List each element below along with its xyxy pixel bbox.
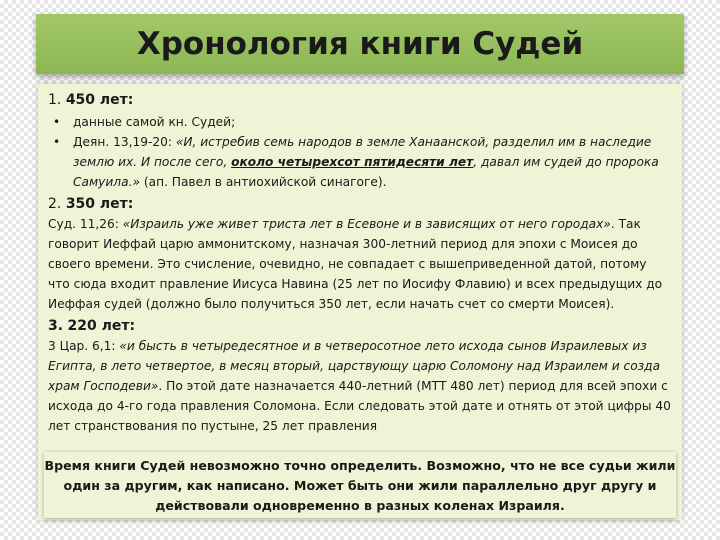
title-bar: [36, 14, 684, 74]
section-1-num: 1.: [48, 92, 62, 108]
list-item: [48, 132, 672, 192]
acts-quote-end: , давал им судей до пророка Самуила.»: [73, 155, 659, 189]
section-2-body: [48, 214, 672, 314]
section-1-value: 450 лет:: [65, 92, 134, 108]
section-2-text: . Так говорит Иеффай царю аммонитскому, назначая 300-летний период для эпохи с Моисея до своего времени. Это счисление, очевидно, не совпадает с вышеприведенной датой, потому что сюда входит правление Иисуса Навина (25 лет по Иосифу Флавию) и всех предыдущих до Иеффая судей (должно было получиться 350 лет, если начать счет со смерти Моисея).: [48, 217, 663, 311]
section-2-heading: [48, 194, 672, 214]
acts-quote-emphasis: около четырехсот пятидесяти лет: [231, 155, 474, 169]
section-3-heading: [48, 316, 672, 336]
section-2-value: 350 лет:: [65, 196, 134, 212]
bullet-prefix: Деян. 13,19-20:: [73, 135, 176, 149]
section-2-ref: Суд. 11,26:: [48, 217, 123, 231]
list-item: [48, 112, 672, 132]
summary-note: Время книги Судей невозможно точно определить. Возможно, что не все судьи жили один за другим, как написано. Может быть они жили параллельно друг другу и действовали одновременно в разных коленах Израиля.: [44, 452, 676, 518]
acts-quote-start: «И, истребив семь народов в земле Ханаанской, разделил им в наследие землю их. И после сего,: [73, 135, 652, 169]
section-1-list: [48, 112, 672, 192]
section-1-heading: [48, 90, 672, 110]
section-3-quote: «и бысть в четыредесятное и в четверосотное лето исхода сынов Израилевых из Египта, в лето четвертое, в месяц вторый, царствующу царю Соломону над Израилем и созда храм Господеви»: [48, 339, 661, 393]
section-3-ref: 3 Цар. 6,1:: [48, 339, 120, 353]
section-3-num: 3.: [48, 318, 64, 334]
bullet-text: данные самой кн. Судей;: [73, 115, 236, 129]
page-title: Хронология книги Судей: [136, 26, 584, 62]
section-3-body: [48, 336, 672, 436]
section-3-text: . По этой дате назначается 440-летний (МТТ 480 лет) период для всей эпохи с исхода до 4-го года правления Соломона. Если следовать этой дате и отнять от этой цифры 40 лет странствования по пустыне, 25 лет правления: [48, 379, 671, 433]
section-2-quote: «Израиль уже живет триста лет в Есевоне и в зависящих от него городах»: [122, 217, 611, 231]
bullet-suffix: (ап. Павел в антиохийской синагоге).: [139, 175, 387, 189]
section-2-num: 2.: [48, 196, 62, 212]
section-3-value: 220 лет:: [67, 318, 136, 334]
content-inner: [38, 84, 682, 436]
